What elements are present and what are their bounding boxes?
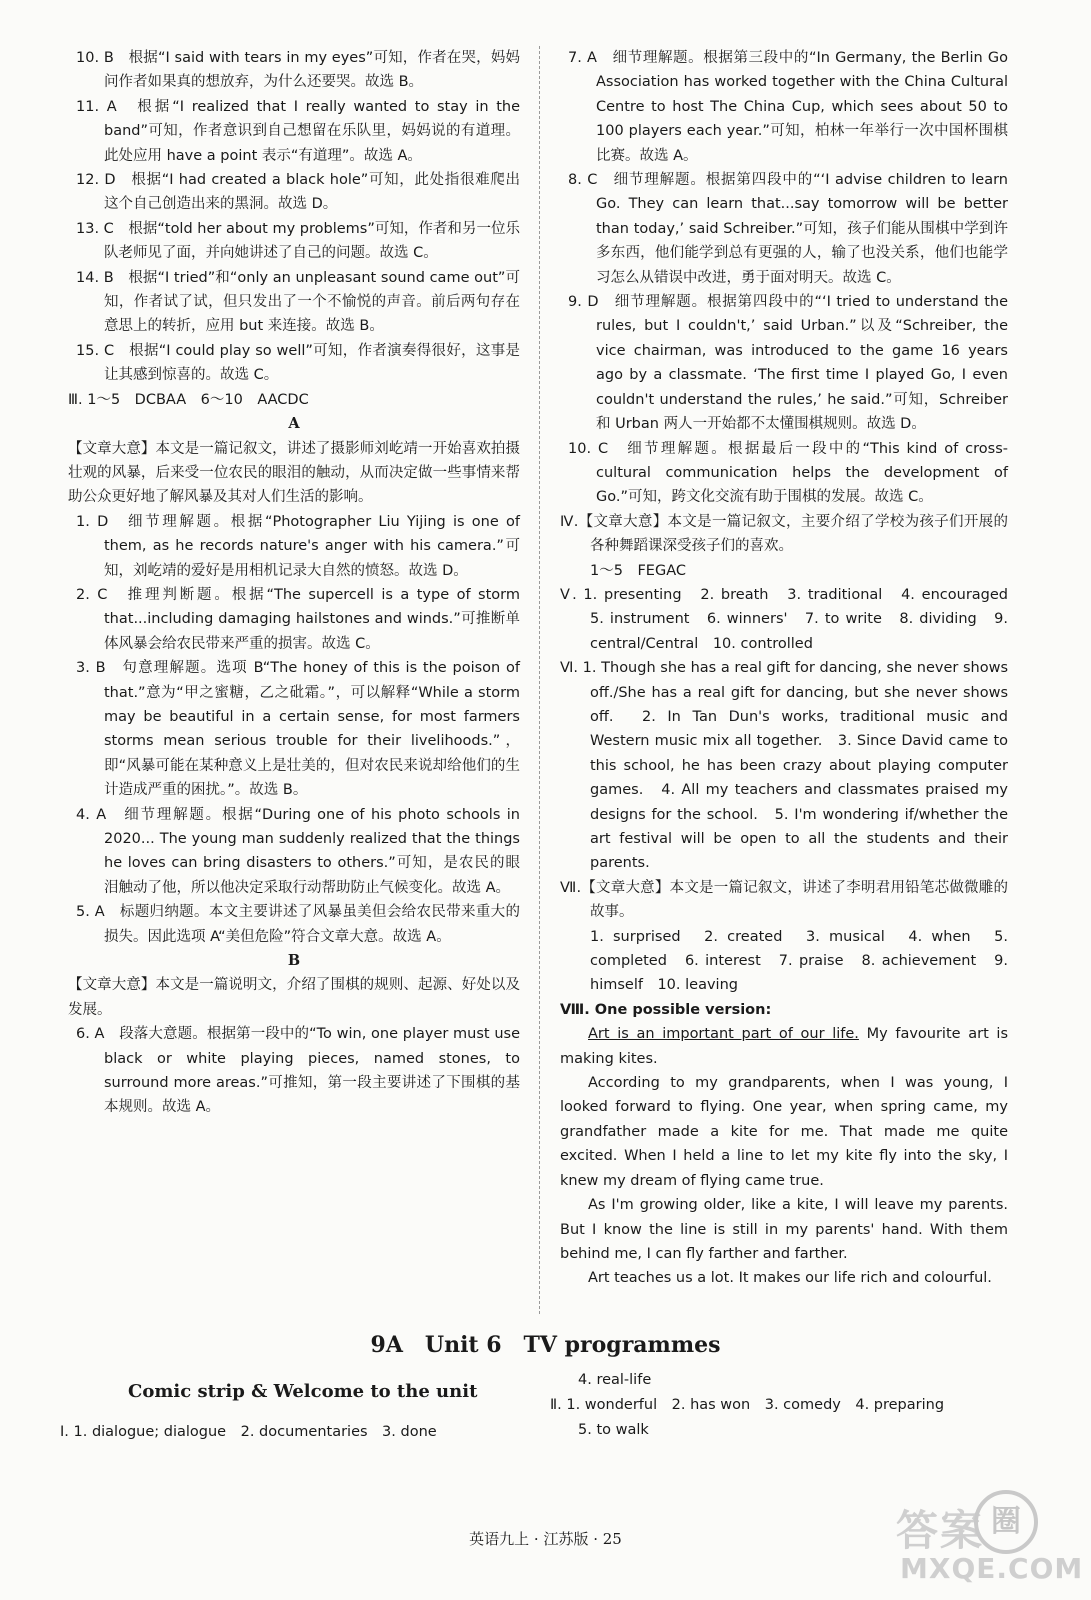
right-item: Ⅶ.【文章大意】本文是一篇记叙文，讲述了李明君用铅笔芯做微雕的故事。: [560, 879, 1008, 921]
model-essay: [560, 1022, 1008, 1290]
left-item: 10. B 根据“I said with tears in my eyes”可知，作者在哭，妈妈问作者如果真的想放弃，为什么还要哭。故选 B。: [76, 50, 520, 91]
watermark-chars: 答案: [896, 1506, 985, 1555]
bottom-left-answers: Ⅰ. 1. dialogue; dialogue 2. documentaries 3. done: [60, 1424, 437, 1440]
left-item: Ⅲ. 1～5 DCBAA 6～10 AACDC: [68, 391, 309, 408]
watermark-seal-icon: 圈: [974, 1490, 1038, 1554]
right-item: Ⅴ. 1. presenting 2. breath 3. traditional 4. encouraged 5. instrument 6. winners' 7. to write 8. dividing 9. central/Central 10. controlled: [560, 586, 1023, 652]
right-item: 9. D 细节理解题。根据第四段中的“‘I tried to understand the rules, but I couldn't,’ said Urban.”以及“Schreiber, the vice chairman, was introduced to the game 16 years ago by a classmate. ‘The first time I played Go, I even couldn't understand the rules,’ he said.”可知，Schreiber 和 Urban 两人一开始都不太懂围棋规则。故选 D。: [568, 294, 1008, 433]
left-item: 6. A 段落大意题。根据第一段中的“To win, one player must use black or white playing pieces, named stones, to surround more areas.”可推知，第一段主要讲述了下围棋的基本规则。故选 A。: [76, 1026, 520, 1116]
right-column: [560, 46, 1023, 1291]
right-item: 1. surprised 2. created 3. musical 4. when 5. completed 6. interest 7. praise 8. achievement 9. himself 10. leaving: [590, 928, 1008, 994]
left-item: 14. B 根据“I tried”和“only an unpleasant sound came out”可知，作者试了试，但只发出了一个不愉悦的声音。前后两句存在意思上的转折，应用 but 来连接。故选 B。: [76, 269, 520, 335]
left-item: 4. A 细节理解题。根据“During one of his photo schools in 2020... The young man suddenly realized that the things he loves can bring disasters to others.”可知，是农民的眼泪触动了他，所以他决定采取行动帮助防止气候变化。故选 A。: [76, 806, 520, 896]
left-item: 【文章大意】本文是一篇说明文，介绍了围棋的规则、起源、好处以及发展。: [68, 977, 520, 1018]
page-footer: 英语九上 · 江苏版 · 25: [469, 1530, 622, 1548]
essay-paragraph-3: As I'm growing older, like a kite, I will leave my parents. But I know the line is still in my parents' hand. With them behind me, I can fly farther and farther.: [560, 1197, 1008, 1262]
left-item: 3. B 句意理解题。选项 B“The honey of this is the poison of that.”意为“甲之蜜糖，乙之砒霜。”，可以解释“While a storm may be beautiful in a certain sense, for most farmers storms mean serious trouble for their livelihoods.”，即“风暴可能在某种意义上是壮美的，但对农民来说却给他们的生计造成严重的困扰。”。故选 B。: [76, 660, 520, 799]
answer-line: 5. to walk: [578, 1422, 649, 1438]
left-item: 15. C 根据“I could play so well”可知，作者演奏得很好，这事是让其感到惊喜的。故选 C。: [76, 342, 520, 384]
left-item: 11. A 根据“I realized that I really wanted to stay in the band”可知，作者意识到自己想留在乐队里，妈妈说的有道理。此处应用 have a point 表示“有道理”。故选 A。: [76, 98, 520, 164]
right-item: Ⅷ. One possible version:: [560, 1001, 772, 1018]
left-item: B: [287, 952, 301, 970]
essay-paragraph-1: Art is an important part of our life. My favourite art is making kites.: [560, 1026, 1008, 1067]
right-item: Ⅵ. 1. Though she has a real gift for dancing, she never shows off./She has a real gift for dancing, but she never shows off. 2. In Tan Dun's works, traditional music and Western music mix all together. 3. Since David came to this school, he has been crazy about playing computer games. 4. All my teachers and classmates praised my designs for the school. 5. I'm wondering if/whether the art festival will be open to all the students and their parents.: [560, 660, 1008, 872]
section-title: Comic strip & Welcome to the unit: [128, 1381, 478, 1402]
essay-topic-sentence: Art is an important part of our life.: [588, 1026, 859, 1043]
right-answer-list: [560, 46, 1023, 1022]
essay-paragraph-4: Art teaches us a lot. It makes our life rich and colourful.: [588, 1270, 992, 1287]
answer-line: Ⅱ. 1. wonderful 2. has won 3. comedy 4. preparing: [550, 1397, 945, 1413]
watermark-url: MXQE.COM: [900, 1552, 1084, 1585]
left-column: [68, 46, 520, 1120]
answer-line: 4. real-life: [578, 1372, 652, 1388]
left-item: 【文章大意】本文是一篇记叙文，讲述了摄影师刘屹靖一开始喜欢拍摄壮观的风暴，后来受一位农民的眼泪的触动，从而决定做一些事情来帮助公众更好地了解风暴及其对人们生活的影响。: [68, 440, 520, 506]
right-item: 7. A 细节理解题。根据第三段中的“In Germany, the Berlin Go Association has worked together with the China Cultural Centre to host The China Cup, which sees about 50 to 100 players each year.”可知，柏林一年举行一次中国杯围棋比赛。故选 A。: [568, 50, 1008, 164]
unit-title: 9A Unit 6 TV programmes: [370, 1332, 721, 1358]
left-item: A: [288, 415, 300, 433]
left-item: 13. C 根据“told her about my problems”可知，作者和另一位乐队老师见了面，并向她讲述了自己的问题。故选 C。: [76, 220, 520, 262]
left-item: 12. D 根据“I had created a black hole”可知，此处指很难爬出这个自己创造出来的黑洞。故选 D。: [76, 172, 520, 213]
right-item: 8. C 细节理解题。根据第四段中的“‘I advise children to learn Go. They can learn that...say tomorrow will be better than today,’ said Schreiber.”可知，孩子们能从围棋中学到许多东西，他们能学到总有更强的人，输了也没关系，他们也能学习怎么从错误中改进，勇于面对明天。故选 C。: [568, 172, 1008, 286]
left-item: 1. D 细节理解题。根据“Photographer Liu Yijing is one of them, as he records nature's anger with his camera.”可知，刘屹靖的爱好是用相机记录大自然的愤怒。故选 D。: [76, 513, 520, 579]
right-item: Ⅳ.【文章大意】本文是一篇记叙文，主要介绍了学校为孩子们开展的各种舞蹈课深受孩子们的喜欢。: [560, 513, 1008, 555]
essay-paragraph-2: According to my grandparents, when I was young, I looked forward to flying. One year, when spring came, my grandfather made a kite for me. That made me quite excited. When I held a line to let my kite fly into the sky, I knew my dream of flying came true.: [560, 1075, 1008, 1189]
watermark-logo: [896, 1488, 1084, 1592]
left-item: 5. A 标题归纳题。本文主要讲述了风暴虽美但会给农民带来重大的损失。因此选项 A“美但危险”符合文章大意。故选 A。: [76, 904, 520, 945]
right-item: 1～5 FEGAC: [590, 562, 686, 579]
right-item: 10. C 细节理解题。根据最后一段中的“This kind of cross-cultural communication helps the development of Go.”可知，跨文化交流有助于围棋的发展。故选 C。: [568, 440, 1008, 506]
left-item: 2. C 推理判断题。根据“The supercell is a type of storm that...including damaging hailstones and winds.”可推断单体风暴会给农民带来严重的损害。故选 C。: [76, 586, 520, 652]
column-divider: [539, 46, 540, 1314]
bottom-right-answers: [550, 1368, 944, 1443]
